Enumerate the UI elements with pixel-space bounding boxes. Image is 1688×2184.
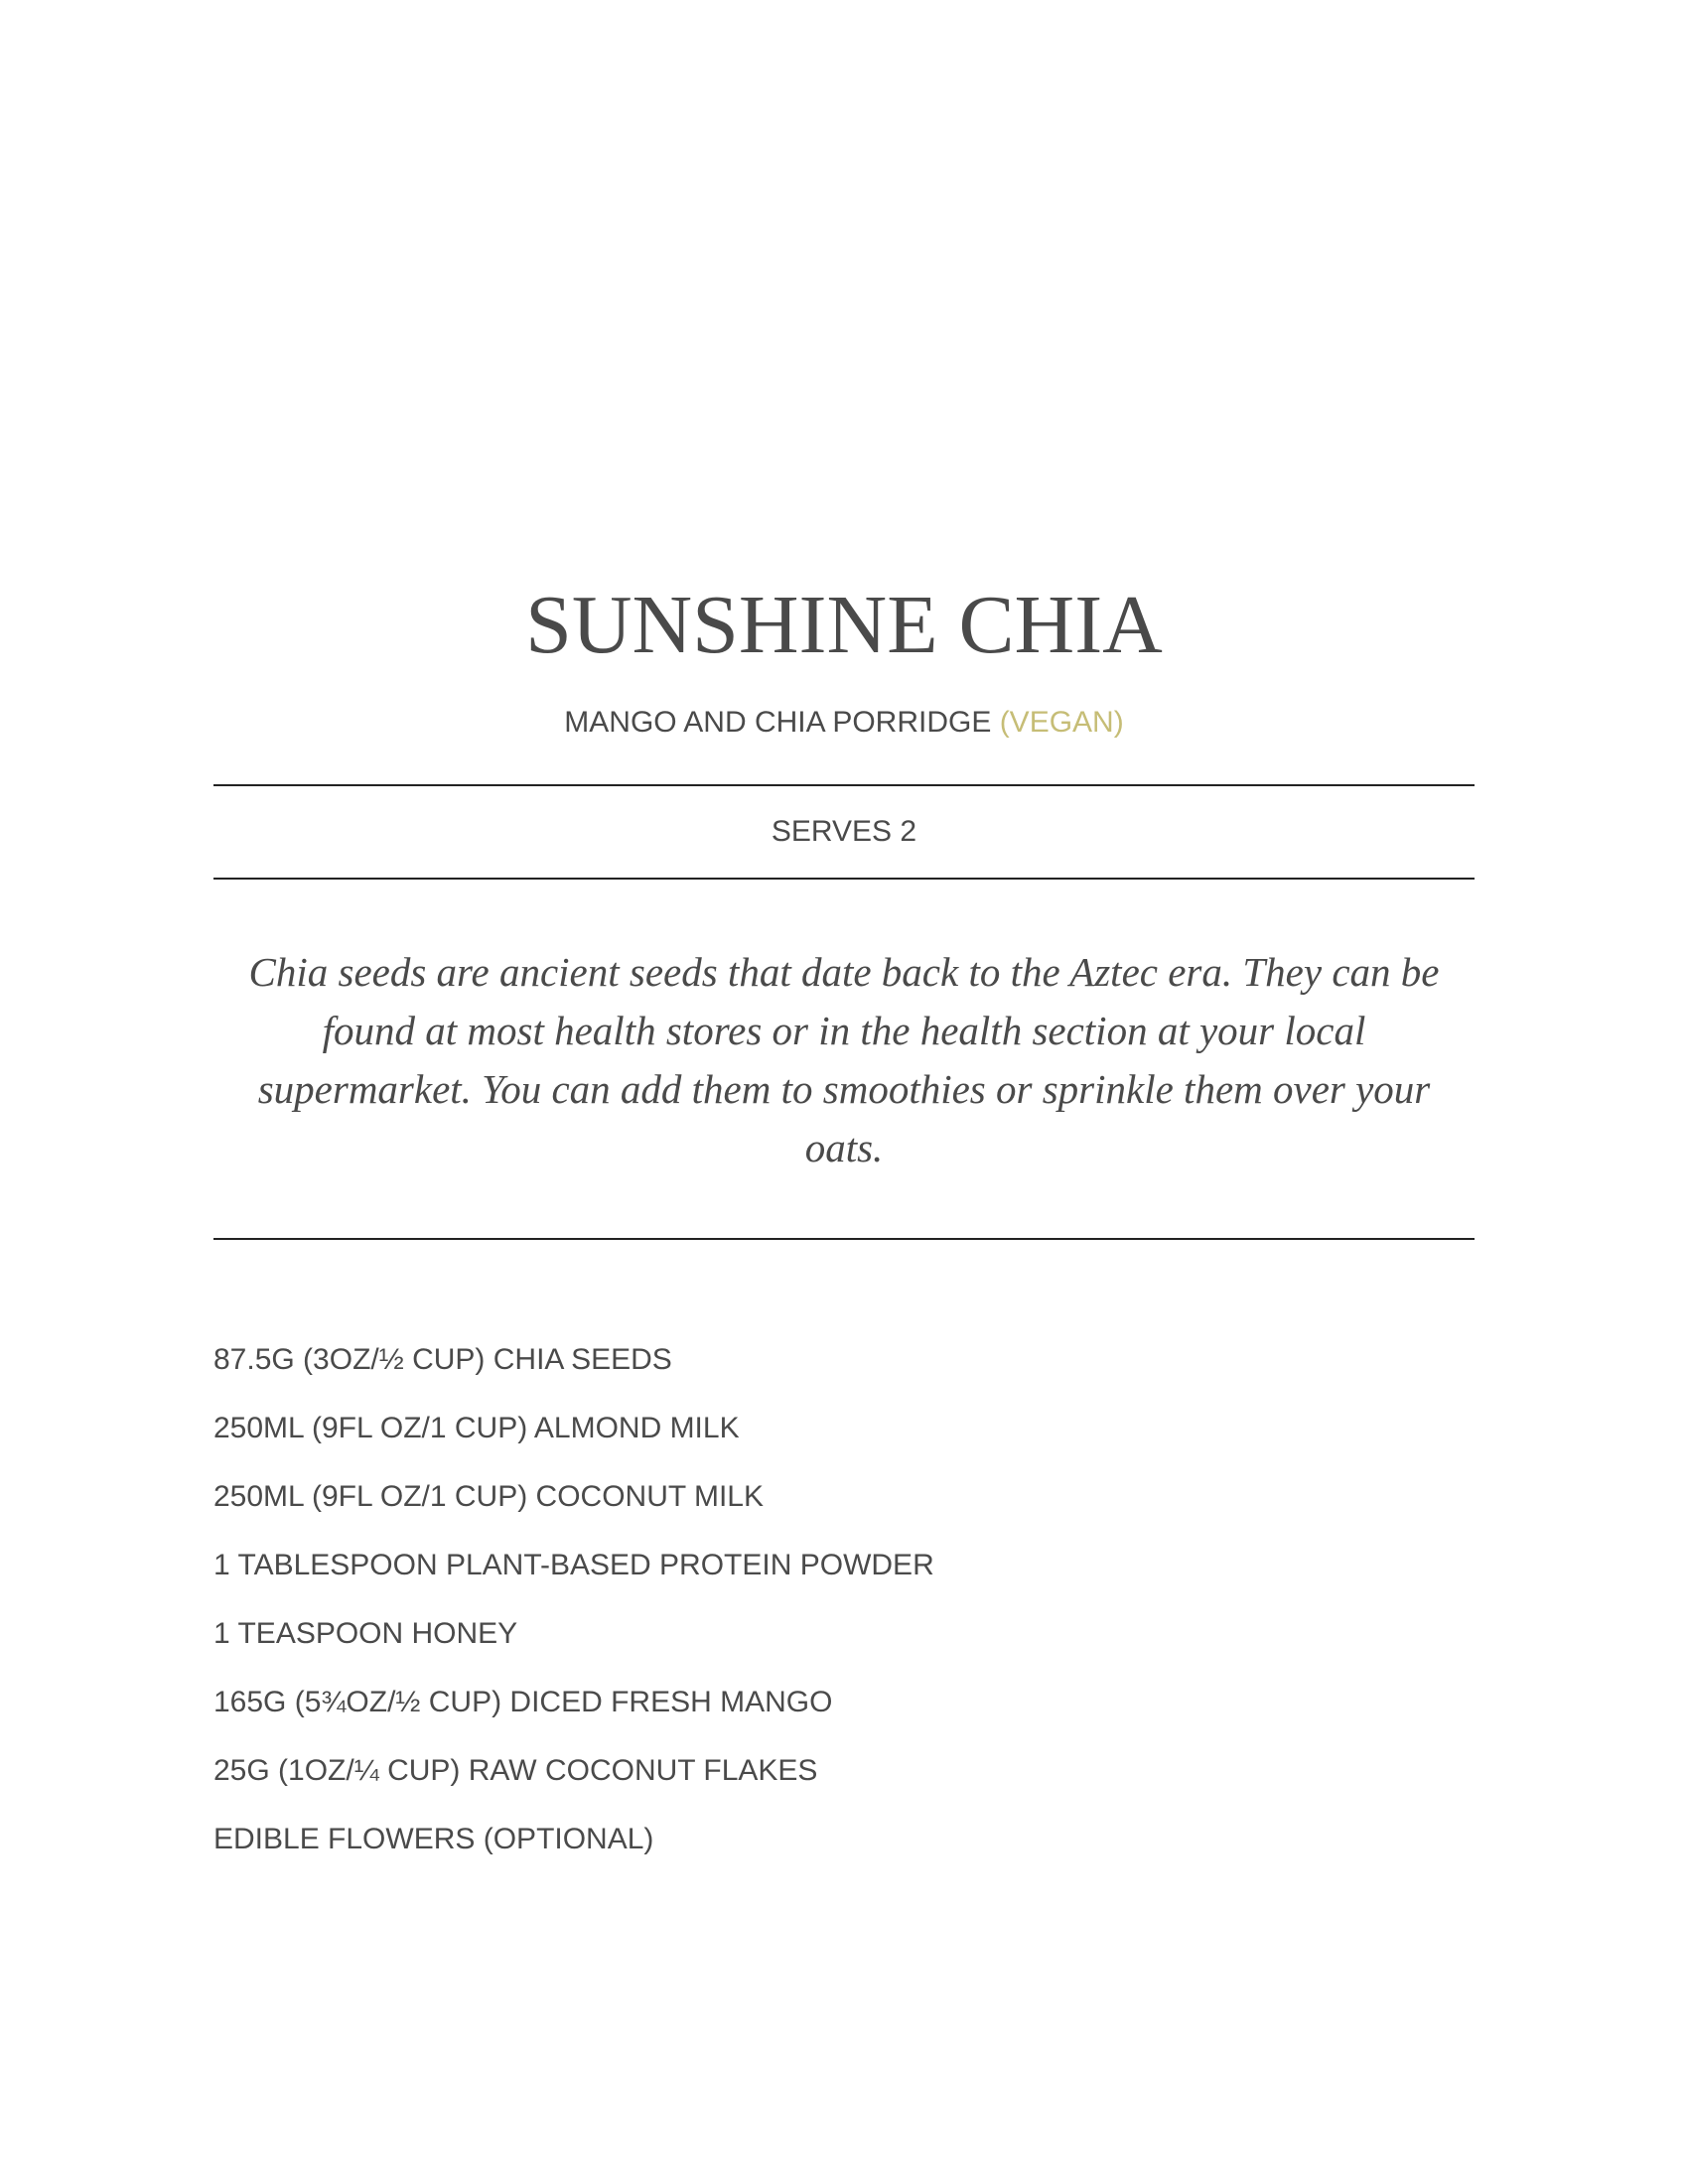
- ingredient-item: 25G (1OZ/¼ CUP) RAW COCONUT FLAKES: [213, 1754, 818, 1787]
- divider-top: [213, 784, 1475, 786]
- divider-middle: [213, 878, 1475, 880]
- ingredient-item: 1 TEASPOON HONEY: [213, 1617, 518, 1650]
- divider-bottom: [213, 1238, 1475, 1240]
- ingredient-item: 250ML (9FL OZ/1 CUP) ALMOND MILK: [213, 1412, 740, 1444]
- ingredient-item: 1 TABLESPOON PLANT-BASED PROTEIN POWDER: [213, 1549, 934, 1581]
- ingredient-item: 250ML (9FL OZ/1 CUP) COCONUT MILK: [213, 1480, 765, 1513]
- ingredient-item: EDIBLE FLOWERS (OPTIONAL): [213, 1823, 654, 1855]
- ingredients-list: [213, 1340, 934, 1888]
- serves-label: SERVES 2: [771, 815, 917, 848]
- ingredient-item: 165G (5¾OZ/½ CUP) DICED FRESH MANGO: [213, 1686, 833, 1718]
- recipe-subtitle: [0, 703, 1688, 743]
- vegan-tag: (VEGAN): [999, 706, 1124, 739]
- recipe-title: SUNSHINE CHIA: [525, 579, 1163, 671]
- subtitle-text: MANGO AND CHIA PORRIDGE: [564, 706, 1000, 739]
- intro-paragraph: Chia seeds are ancient seeds that date back to the Aztec era. They can be found at most health stores or in the health section at your local supermarket. You can add them to smoothies or sprinkle them over your oats.: [248, 949, 1440, 1170]
- ingredient-item: 87.5G (3OZ/½ CUP) CHIA SEEDS: [213, 1343, 672, 1376]
